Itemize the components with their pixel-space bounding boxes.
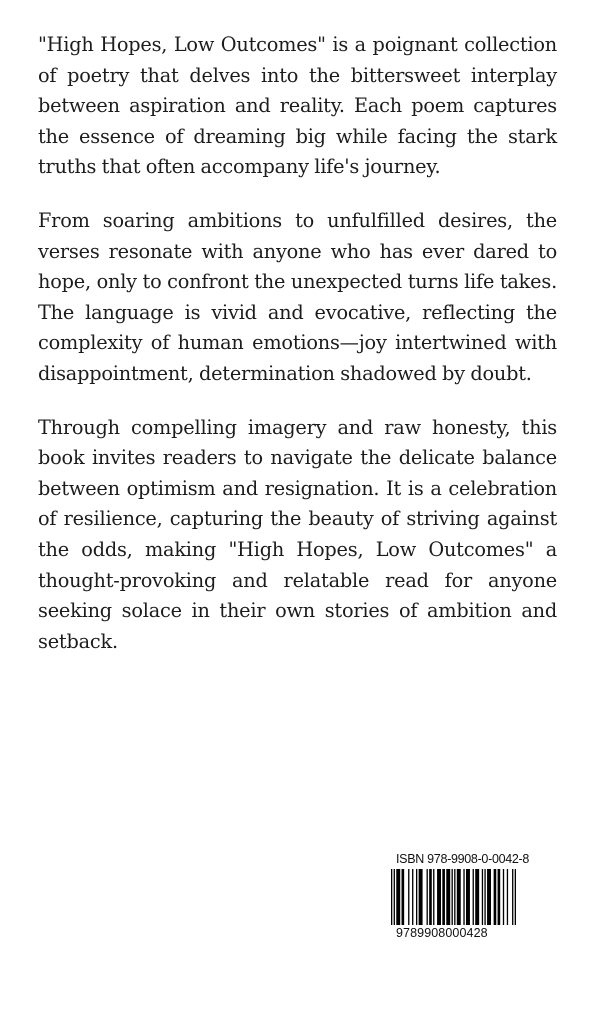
- barcode-bar: [454, 869, 455, 925]
- barcode-bar: [466, 869, 470, 925]
- isbn-barcode-block: [386, 852, 530, 950]
- blurb-paragraph-2: From soaring ambitions to unfulfilled desires, the verses resonate with anyone who has ever dared to hope, only to confront the unexpected turns life takes. The language is vivid and evocative, reflecting the complexity of human emotions—joy intertwined with disappointment, determination shadowed by doubt.: [38, 208, 557, 385]
- barcode-bar: [416, 869, 417, 925]
- barcode-bar: [484, 869, 485, 925]
- barcode-bar: [396, 869, 400, 925]
- barcode-bar: [473, 869, 474, 925]
- barcode-bar: [463, 869, 464, 925]
- back-cover-blurb: [38, 30, 557, 680]
- isbn-label: ISBN 978-9908-0-0042-8: [396, 852, 530, 866]
- barcode-bar: [442, 869, 445, 925]
- barcode-bar: [507, 869, 508, 925]
- barcode-bar: [475, 869, 479, 925]
- barcode-bar: [446, 869, 450, 925]
- barcode-bar: [429, 869, 432, 925]
- barcode-digits: 9789908000428: [396, 926, 488, 940]
- barcode-bar: [452, 869, 453, 925]
- barcode-bar: [412, 869, 413, 925]
- barcode-bar: [419, 869, 423, 925]
- barcode-bar: [394, 869, 395, 925]
- barcode-bar: [391, 869, 392, 925]
- barcode-bar: [498, 869, 501, 925]
- barcode-bar: [437, 869, 441, 925]
- barcode-bar: [503, 869, 504, 925]
- barcode-bar: [433, 869, 434, 925]
- barcode-bar: [402, 869, 405, 925]
- barcode: [391, 869, 516, 925]
- barcode-bar: [487, 869, 491, 925]
- barcode-bar: [457, 869, 461, 925]
- blurb-paragraph-3: Through compelling imagery and raw honesty, this book invites readers to navigate the delicate balance between optimism and resignation. It is a celebration of resilience, capturing the beauty of striving against the odds, making "High Hopes, Low Outcomes" a thought-provoking and relatable read for anyone seeking solace in their own stories of ambition and setback.: [38, 415, 557, 653]
- barcode-bar: [427, 869, 428, 925]
- barcode-bar: [408, 869, 409, 925]
- barcode-bar: [482, 869, 483, 925]
- blurb-paragraph-1: "High Hopes, Low Outcomes" is a poignant collection of poetry that delves into the bittersweet interplay between aspiration and reality. Each poem captures the essence of dreaming big while facing the stark truths that often accompany life's journey.: [38, 33, 557, 179]
- barcode-bar: [494, 869, 497, 925]
- barcode-bar: [515, 869, 516, 925]
- barcode-bar: [512, 869, 513, 925]
